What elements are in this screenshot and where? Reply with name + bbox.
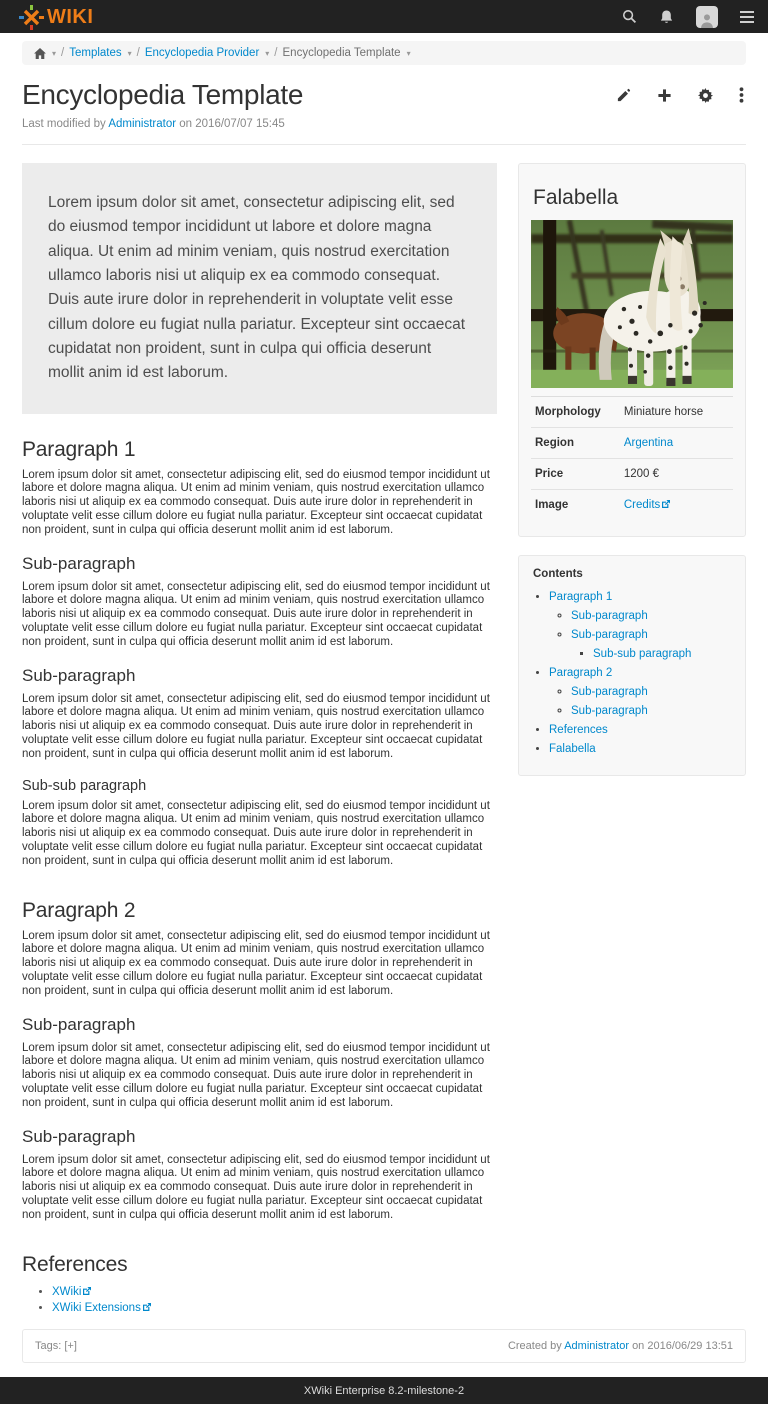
breadcrumb-link-templates[interactable]: Templates bbox=[69, 47, 122, 59]
provider-caret-icon[interactable]: ▾ bbox=[265, 48, 270, 58]
reference-list-item bbox=[52, 1301, 497, 1315]
document-content bbox=[22, 163, 497, 1317]
document-footer bbox=[22, 1329, 746, 1363]
section-heading-paragraph-1: Paragraph 1 bbox=[22, 437, 136, 461]
version-text: XWiki Enterprise 8.2-milestone-2 bbox=[303, 1384, 465, 1397]
infobox-value-price: 1200 € bbox=[620, 459, 733, 490]
settings-gear-icon[interactable] bbox=[698, 87, 713, 103]
top-navbar bbox=[0, 0, 768, 33]
add-plus-icon[interactable] bbox=[657, 87, 672, 103]
section-paragraph-2 bbox=[22, 899, 497, 999]
add-tag-button[interactable]: [+] bbox=[64, 1340, 77, 1353]
toc-link-sub-paragraph[interactable]: Sub-paragraph bbox=[571, 685, 648, 698]
toc-item bbox=[549, 740, 733, 759]
infobox-row-region: Region Argentina bbox=[531, 428, 733, 459]
toc-link-falabella[interactable]: Falabella bbox=[549, 742, 596, 755]
section-heading-sub-paragraph: Sub-paragraph bbox=[22, 665, 136, 685]
section-body: Lorem ipsum dolor sit amet, consectetur adipiscing elit, sed do eiusmod tempor incididunt ut labore et dolore magna aliqua. Ut enim ad minim veniam, quis nostrud exercitation ullamco laboris nisi ut aliquip ex ea commodo consequat. Duis aute irure dolor in reprehenderit in voluptate velit esse cillum dolore eu fugiat nulla pariatur. Excepteur sint occaecat cupidatat non proident, sunt in culpa qui officia deserunt mollit anim id est laborum. bbox=[22, 468, 490, 536]
xwiki-logo[interactable] bbox=[18, 3, 93, 30]
infobox-row-morphology: Morphology Miniature horse bbox=[531, 397, 733, 428]
page-header bbox=[0, 65, 768, 145]
section-sub-sub-paragraph bbox=[22, 778, 497, 869]
infobox-table bbox=[531, 396, 733, 520]
toc-item bbox=[571, 607, 733, 626]
section-paragraph-1 bbox=[22, 438, 497, 538]
hamburger-menu-icon[interactable] bbox=[740, 11, 754, 23]
bell-icon[interactable] bbox=[659, 9, 674, 25]
toc-item bbox=[549, 664, 733, 721]
tags-area bbox=[35, 1340, 77, 1352]
section-references bbox=[22, 1253, 497, 1316]
section-body: Lorem ipsum dolor sit amet, consectetur adipiscing elit, sed do eiusmod tempor incididunt ut labore et dolore magna aliqua. Ut enim ad minim veniam, quis nostrud exercitation ullamco laboris nisi ut aliquip ex ea commodo consequat. Duis aute irure dolor in reprehenderit in voluptate velit esse cillum dolore eu fugiat nulla pariatur. Excepteur sint occaecat cupidatat non proident, sunt in culpa qui officia deserunt mollit anim id est laborum. bbox=[22, 1153, 490, 1221]
toc-link-sub-paragraph[interactable]: Sub-paragraph bbox=[571, 628, 648, 641]
toc-link-sub-paragraph[interactable]: Sub-paragraph bbox=[571, 704, 648, 717]
page-title: Encyclopedia Template bbox=[22, 79, 304, 110]
created-by-line: Created by Administrator on 2016/06/29 13:51 bbox=[507, 1340, 733, 1353]
modified-by-user-link[interactable]: Administrator bbox=[108, 118, 177, 130]
section-body: Lorem ipsum dolor sit amet, consectetur adipiscing elit, sed do eiusmod tempor incididunt ut labore et dolore magna aliqua. Ut enim ad minim veniam, quis nostrud exercitation ullamco laboris nisi ut aliquip ex ea commodo consequat. Duis aute irure dolor in reprehenderit in voluptate velit esse cillum dolore eu fugiat nulla pariatur. Excepteur sint occaecat cupidatat non proident, sunt in culpa qui officia deserunt mollit anim id est laborum. bbox=[22, 580, 490, 648]
breadcrumb-current-page: Encyclopedia Template bbox=[282, 47, 401, 59]
reference-link-xwiki-extensions[interactable]: XWiki Extensions bbox=[52, 1301, 141, 1314]
toc-link-sub-paragraph[interactable]: Sub-paragraph bbox=[571, 609, 648, 622]
xwiki-logo-x-icon bbox=[18, 3, 45, 30]
section-heading-sub-sub-paragraph: Sub-sub paragraph bbox=[22, 777, 147, 794]
right-sidebar bbox=[518, 163, 746, 794]
breadcrumb-link-encyclopedia-provider[interactable]: Encyclopedia Provider bbox=[144, 47, 260, 59]
section-body: Lorem ipsum dolor sit amet, consectetur adipiscing elit, sed do eiusmod tempor incididunt ut labore et dolore magna aliqua. Ut enim ad minim veniam, quis nostrud exercitation ullamco laboris nisi ut aliquip ex ea commodo consequat. Duis aute irure dolor in reprehenderit in voluptate velit esse cillum dolore eu fugiat nulla pariatur. Excepteur sint occaecat cupidatat non proident, sunt in culpa qui officia deserunt mollit anim id est laborum. bbox=[22, 929, 490, 997]
section-heading-paragraph-2: Paragraph 2 bbox=[22, 898, 136, 922]
contents-panel bbox=[518, 555, 746, 776]
infobox-row-price: Price 1200 € bbox=[531, 459, 733, 490]
section-body: Lorem ipsum dolor sit amet, consectetur adipiscing elit, sed do eiusmod tempor incididunt ut labore et dolore magna aliqua. Ut enim ad minim veniam, quis nostrud exercitation ullamco laboris nisi ut aliquip ex ea commodo consequat. Duis aute irure dolor in reprehenderit in voluptate velit esse cillum dolore eu fugiat nulla pariatur. Excepteur sint occaecat cupidatat non proident, sunt in culpa qui officia deserunt mollit anim id est laborum. bbox=[22, 799, 490, 867]
more-kebab-icon[interactable] bbox=[739, 87, 744, 103]
falabella-horse-photo bbox=[531, 220, 733, 388]
image-credits-link[interactable]: Credits bbox=[623, 499, 661, 511]
xwiki-logo-text: WIKI bbox=[47, 5, 94, 28]
external-link-icon bbox=[143, 1301, 151, 1315]
section-body: Lorem ipsum dolor sit amet, consectetur adipiscing elit, sed do eiusmod tempor incididunt ut labore et dolore magna aliqua. Ut enim ad minim veniam, quis nostrud exercitation ullamco laboris nisi ut aliquip ex ea commodo consequat. Duis aute irure dolor in reprehenderit in voluptate velit esse cillum dolore eu fugiat nulla pariatur. Excepteur sint occaecat cupidatat non proident, sunt in culpa qui officia deserunt mollit anim id est laborum. bbox=[22, 692, 490, 760]
home-caret-icon[interactable]: ▾ bbox=[52, 48, 57, 58]
reference-link-xwiki[interactable]: XWiki bbox=[52, 1285, 82, 1298]
section-heading-sub-paragraph: Sub-paragraph bbox=[22, 553, 136, 573]
version-bar bbox=[0, 1377, 768, 1404]
toc-item bbox=[593, 645, 733, 664]
edit-pencil-icon[interactable] bbox=[616, 87, 631, 103]
toc-item bbox=[571, 626, 733, 664]
infobox-row-image: Image Credits bbox=[531, 490, 733, 521]
search-icon[interactable] bbox=[622, 9, 637, 24]
section-heading-sub-paragraph: Sub-paragraph bbox=[22, 1014, 136, 1034]
templates-caret-icon[interactable]: ▾ bbox=[127, 48, 132, 58]
toc-item bbox=[549, 588, 733, 664]
infobox-panel-falabella bbox=[518, 163, 746, 537]
toc-item bbox=[549, 721, 733, 740]
tags-label: Tags: bbox=[35, 1340, 62, 1353]
contents-heading: Contents bbox=[533, 568, 583, 580]
toc-link-sub-sub-paragraph[interactable]: Sub-sub paragraph bbox=[593, 647, 692, 660]
section-heading-sub-paragraph: Sub-paragraph bbox=[22, 1126, 136, 1146]
toc-item bbox=[571, 702, 733, 721]
breadcrumb: ▾ / Templates ▾ / Encyclopedia Provider ▾ / Encyclopedia Template ▾ bbox=[22, 41, 746, 65]
created-by-user-link[interactable]: Administrator bbox=[564, 1340, 629, 1353]
section-sub-paragraph-2a bbox=[22, 1015, 497, 1111]
home-icon[interactable] bbox=[34, 48, 46, 59]
infobox-value-morphology: Miniature horse bbox=[620, 397, 733, 428]
section-sub-paragraph-2b bbox=[22, 1127, 497, 1223]
section-sub-paragraph-1b bbox=[22, 666, 497, 762]
toc-item bbox=[571, 683, 733, 702]
toc-link-references[interactable]: References bbox=[549, 723, 608, 736]
section-heading-references: References bbox=[22, 1252, 128, 1276]
reference-list-item bbox=[52, 1285, 497, 1299]
user-avatar[interactable] bbox=[696, 6, 718, 28]
external-link-icon bbox=[662, 499, 670, 511]
last-modified-line: Last modified by Administrator on 2016/07/07 15:45 bbox=[22, 118, 285, 130]
infobox-title: Falabella bbox=[533, 186, 619, 209]
region-argentina-link[interactable]: Argentina bbox=[623, 437, 674, 449]
toc-link-paragraph-2[interactable]: Paragraph 2 bbox=[549, 666, 613, 679]
lead-paragraph: Lorem ipsum dolor sit amet, consectetur adipiscing elit, sed do eiusmod tempor incididunt ut labore et dolore magna aliqua. Ut enim ad minim veniam, quis nostrud exercitation ullamco laboris nisi ut aliquip ex ea commodo consequat. Duis aute irure dolor in reprehenderit in voluptate velit esse cillum dolore eu fugiat nulla pariatur. Excepteur sint occaecat cupidatat non proident, sunt in culpa qui officia deserunt mollit anim id est laborum. bbox=[22, 163, 497, 414]
section-sub-paragraph-1a bbox=[22, 554, 497, 650]
external-link-icon bbox=[83, 1285, 91, 1299]
current-caret-icon[interactable]: ▾ bbox=[406, 48, 411, 58]
toc-link-paragraph-1[interactable]: Paragraph 1 bbox=[549, 591, 613, 603]
section-body: Lorem ipsum dolor sit amet, consectetur adipiscing elit, sed do eiusmod tempor incididunt ut labore et dolore magna aliqua. Ut enim ad minim veniam, quis nostrud exercitation ullamco laboris nisi ut aliquip ex ea commodo consequat. Duis aute irure dolor in reprehenderit in voluptate velit esse cillum dolore eu fugiat nulla pariatur. Excepteur sint occaecat cupidatat non proident, sunt in culpa qui officia deserunt mollit anim id est laborum. bbox=[22, 1041, 490, 1109]
